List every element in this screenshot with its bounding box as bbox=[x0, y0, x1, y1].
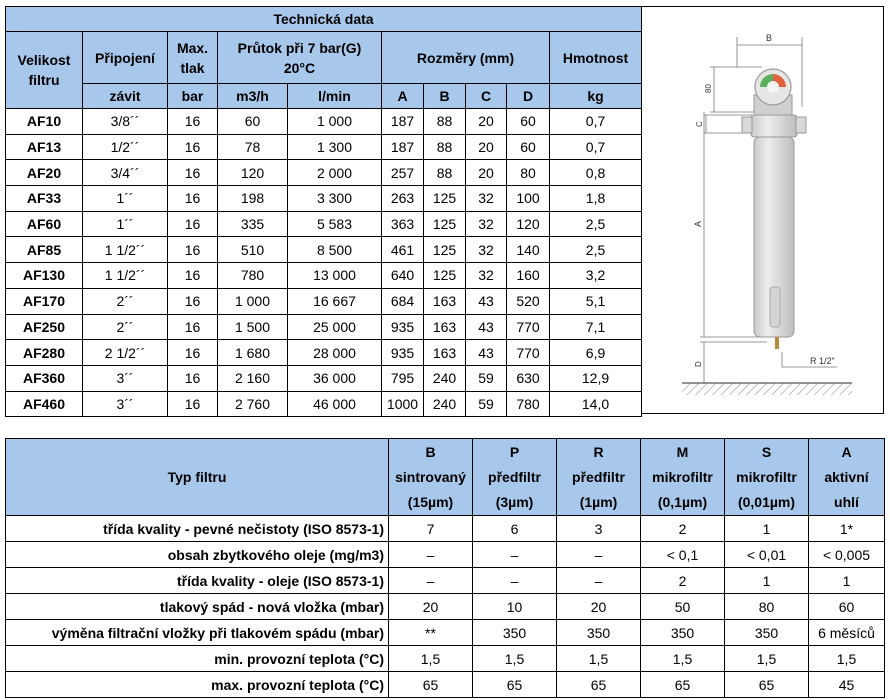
row-model: AF250 bbox=[6, 314, 83, 340]
table-row bbox=[6, 186, 642, 212]
row-label: min. provozní teplota (°C) bbox=[6, 646, 389, 672]
table-cell: 32 bbox=[466, 211, 507, 237]
table-cell: 640 bbox=[382, 263, 424, 289]
table-cell: 263 bbox=[382, 186, 424, 212]
table-row bbox=[6, 340, 642, 366]
table-cell: 16 bbox=[168, 134, 218, 160]
unit-cell: A bbox=[382, 84, 424, 109]
table-cell: 2´´ bbox=[83, 314, 168, 340]
label-r: R 1/2" bbox=[810, 356, 835, 366]
table-cell: 88 bbox=[424, 134, 466, 160]
table-cell: 1,5 bbox=[389, 646, 473, 672]
label-c: C bbox=[695, 121, 704, 127]
table-cell: 45 bbox=[809, 672, 885, 698]
table-cell: 1 bbox=[725, 516, 809, 542]
row-label: výměna filtrační vložky při tlakovém spádu (mbar) bbox=[6, 620, 389, 646]
table-cell: 3,2 bbox=[550, 263, 642, 289]
unit-cell: kg bbox=[550, 84, 642, 109]
row-model: AF13 bbox=[6, 134, 83, 160]
table-cell: 187 bbox=[382, 134, 424, 160]
table-cell: < 0,005 bbox=[809, 542, 885, 568]
table-cell: 240 bbox=[424, 365, 466, 391]
table-cell: 125 bbox=[424, 186, 466, 212]
table-cell: 65 bbox=[473, 672, 557, 698]
table-cell: 20 bbox=[466, 134, 507, 160]
table-cell: 1´´ bbox=[83, 186, 168, 212]
table-cell: 461 bbox=[382, 237, 424, 263]
table-cell: 684 bbox=[382, 288, 424, 314]
table-cell: 1 bbox=[809, 568, 885, 594]
technical-data-table bbox=[5, 6, 642, 417]
table-cell: 20 bbox=[466, 109, 507, 135]
table-cell: 335 bbox=[218, 211, 288, 237]
table-cell: 65 bbox=[389, 672, 473, 698]
table-cell: 795 bbox=[382, 365, 424, 391]
row-model: AF33 bbox=[6, 186, 83, 212]
table-row bbox=[6, 237, 642, 263]
table-cell: 43 bbox=[466, 314, 507, 340]
table-cell: 3/8´´ bbox=[83, 109, 168, 135]
table-cell: 1´´ bbox=[83, 211, 168, 237]
table-row bbox=[6, 160, 642, 186]
table-cell: 20 bbox=[389, 594, 473, 620]
table-row bbox=[6, 542, 885, 568]
filter-type-rows bbox=[6, 516, 885, 698]
table-cell: 2,5 bbox=[550, 211, 642, 237]
table-cell: 935 bbox=[382, 340, 424, 366]
table-cell: 1* bbox=[809, 516, 885, 542]
table-cell: 6 měsíců bbox=[809, 620, 885, 646]
table-cell: 1000 bbox=[382, 391, 424, 417]
table-cell: < 0,01 bbox=[725, 542, 809, 568]
table-cell: 1 000 bbox=[288, 109, 382, 135]
table-cell: 0,7 bbox=[550, 134, 642, 160]
header-filter-type: Typ filtru bbox=[6, 439, 389, 516]
row-model: AF10 bbox=[6, 109, 83, 135]
row-label: tlakový spád - nová vložka (mbar) bbox=[6, 594, 389, 620]
row-model: AF20 bbox=[6, 160, 83, 186]
header-type-r: R předfiltr (1µm) bbox=[557, 439, 641, 516]
table-cell: – bbox=[473, 542, 557, 568]
table-cell: 187 bbox=[382, 109, 424, 135]
table-cell: 120 bbox=[218, 160, 288, 186]
table-cell: 10 bbox=[473, 594, 557, 620]
table-cell: 3/4´´ bbox=[83, 160, 168, 186]
row-label: obsah zbytkového oleje (mg/m3) bbox=[6, 542, 389, 568]
row-model: AF170 bbox=[6, 288, 83, 314]
table-cell: 16 bbox=[168, 211, 218, 237]
table-cell: 2 1/2´´ bbox=[83, 340, 168, 366]
table-row bbox=[6, 263, 642, 289]
ground-hatch bbox=[682, 383, 852, 395]
table-cell: 43 bbox=[466, 340, 507, 366]
table-cell: 120 bbox=[507, 211, 550, 237]
table-cell: 20 bbox=[466, 160, 507, 186]
table-cell: 59 bbox=[466, 391, 507, 417]
table-cell: 350 bbox=[641, 620, 725, 646]
unit-cell: C bbox=[466, 84, 507, 109]
table-cell: 2 bbox=[641, 516, 725, 542]
filter-drawing-svg bbox=[642, 7, 883, 413]
table-cell: – bbox=[557, 568, 641, 594]
table-row bbox=[6, 620, 885, 646]
label-80: 80 bbox=[704, 84, 713, 93]
table-cell: 16 bbox=[168, 314, 218, 340]
table-cell: 16 bbox=[168, 186, 218, 212]
table-cell: 88 bbox=[424, 109, 466, 135]
table-cell: 7,1 bbox=[550, 314, 642, 340]
table-cell: < 0,1 bbox=[641, 542, 725, 568]
table-cell: 520 bbox=[507, 288, 550, 314]
table-cell: 3´´ bbox=[83, 391, 168, 417]
table-cell: 2´´ bbox=[83, 288, 168, 314]
table-row bbox=[6, 109, 642, 135]
unit-cell: l/min bbox=[288, 84, 382, 109]
table-cell: 80 bbox=[507, 160, 550, 186]
table-cell: 1,5 bbox=[641, 646, 725, 672]
table-cell: 32 bbox=[466, 263, 507, 289]
table-cell: 3 bbox=[557, 516, 641, 542]
table-cell: 160 bbox=[507, 263, 550, 289]
table-row bbox=[6, 516, 885, 542]
header-flow: Průtok při 7 bar(G) 20°C bbox=[218, 32, 382, 84]
table-cell: 630 bbox=[507, 365, 550, 391]
table-cell: 28 000 bbox=[288, 340, 382, 366]
table-cell: 25 000 bbox=[288, 314, 382, 340]
table-cell: 2,5 bbox=[550, 237, 642, 263]
filter-type-table bbox=[5, 438, 885, 698]
row-model: AF460 bbox=[6, 391, 83, 417]
table-cell: 935 bbox=[382, 314, 424, 340]
table-cell: 14,0 bbox=[550, 391, 642, 417]
table-cell: 257 bbox=[382, 160, 424, 186]
table-cell: 16 bbox=[168, 109, 218, 135]
table-cell: 163 bbox=[424, 340, 466, 366]
table-cell: 7 bbox=[389, 516, 473, 542]
table-cell: 88 bbox=[424, 160, 466, 186]
table-row bbox=[6, 365, 642, 391]
table-row bbox=[6, 134, 642, 160]
unit-cell: B bbox=[424, 84, 466, 109]
table-cell: – bbox=[389, 568, 473, 594]
table-cell: ** bbox=[389, 620, 473, 646]
unit-cell: bar bbox=[168, 84, 218, 109]
table-cell: 50 bbox=[641, 594, 725, 620]
table-cell: 2 160 bbox=[218, 365, 288, 391]
table-cell: 125 bbox=[424, 263, 466, 289]
table-cell: 16 bbox=[168, 263, 218, 289]
table-cell: 1 bbox=[725, 568, 809, 594]
table-cell: 1,5 bbox=[557, 646, 641, 672]
table-cell: 60 bbox=[809, 594, 885, 620]
table-cell: 12,9 bbox=[550, 365, 642, 391]
table-cell: 60 bbox=[507, 109, 550, 135]
table-cell: 3´´ bbox=[83, 365, 168, 391]
table-cell: 2 000 bbox=[288, 160, 382, 186]
table-row bbox=[6, 314, 642, 340]
row-model: AF360 bbox=[6, 365, 83, 391]
table-cell: 350 bbox=[725, 620, 809, 646]
table-cell: 125 bbox=[424, 211, 466, 237]
table-cell: 6,9 bbox=[550, 340, 642, 366]
table-cell: 20 bbox=[557, 594, 641, 620]
table-cell: 32 bbox=[466, 237, 507, 263]
row-model: AF60 bbox=[6, 211, 83, 237]
table-cell: 100 bbox=[507, 186, 550, 212]
unit-cell: D bbox=[507, 84, 550, 109]
table-cell: 32 bbox=[466, 186, 507, 212]
table-cell: 1 1/2´´ bbox=[83, 263, 168, 289]
row-label: třída kvality - oleje (ISO 8573-1) bbox=[6, 568, 389, 594]
table-cell: 140 bbox=[507, 237, 550, 263]
table-cell: 36 000 bbox=[288, 365, 382, 391]
header-type-a: A aktivní uhlí bbox=[809, 439, 885, 516]
table-cell: 770 bbox=[507, 340, 550, 366]
table-cell: 0,8 bbox=[550, 160, 642, 186]
table-cell: 1,8 bbox=[550, 186, 642, 212]
table-cell: 770 bbox=[507, 314, 550, 340]
unit-cell: závit bbox=[83, 84, 168, 109]
table-cell: 8 500 bbox=[288, 237, 382, 263]
table-cell: 1 000 bbox=[218, 288, 288, 314]
filter-dimension-drawing bbox=[641, 6, 884, 414]
table-cell: 65 bbox=[641, 672, 725, 698]
table-cell: 198 bbox=[218, 186, 288, 212]
table-cell: 43 bbox=[466, 288, 507, 314]
table-cell: 6 bbox=[473, 516, 557, 542]
row-model: AF280 bbox=[6, 340, 83, 366]
table-cell: – bbox=[557, 542, 641, 568]
table-cell: 780 bbox=[218, 263, 288, 289]
label-d: D bbox=[694, 361, 703, 367]
table-cell: 363 bbox=[382, 211, 424, 237]
label-a: A bbox=[693, 220, 703, 227]
technical-data-rows bbox=[6, 109, 642, 417]
table-cell: 1 680 bbox=[218, 340, 288, 366]
unit-cell: m3/h bbox=[218, 84, 288, 109]
table-cell: 60 bbox=[218, 109, 288, 135]
table-cell: 163 bbox=[424, 288, 466, 314]
table-cell: 240 bbox=[424, 391, 466, 417]
filter-head bbox=[751, 115, 797, 137]
table-cell: 16 bbox=[168, 391, 218, 417]
table-cell: 60 bbox=[507, 134, 550, 160]
header-dimensions: Rozměry (mm) bbox=[382, 32, 550, 84]
header-type-p: P předfiltr (3µm) bbox=[473, 439, 557, 516]
table-cell: 78 bbox=[218, 134, 288, 160]
table-cell: 16 bbox=[168, 340, 218, 366]
table-cell: 65 bbox=[725, 672, 809, 698]
header-type-b: B sintrovaný (15µm) bbox=[389, 439, 473, 516]
header-type-m: M mikrofiltr (0,1µm) bbox=[641, 439, 725, 516]
header-weight: Hmotnost bbox=[550, 32, 642, 84]
table-row bbox=[6, 288, 642, 314]
table-cell: 125 bbox=[424, 237, 466, 263]
table-cell: 65 bbox=[557, 672, 641, 698]
table-cell: 1 300 bbox=[288, 134, 382, 160]
table-row bbox=[6, 672, 885, 698]
table-cell: 2 760 bbox=[218, 391, 288, 417]
table-cell: 350 bbox=[473, 620, 557, 646]
table-cell: 780 bbox=[507, 391, 550, 417]
table-cell: 80 bbox=[725, 594, 809, 620]
table-cell: 163 bbox=[424, 314, 466, 340]
table-cell: 16 667 bbox=[288, 288, 382, 314]
table-row bbox=[6, 211, 642, 237]
table-cell: 2 bbox=[641, 568, 725, 594]
table-cell: 1 1/2´´ bbox=[83, 237, 168, 263]
table-title: Technická data bbox=[6, 7, 642, 32]
table-cell: 1/2´´ bbox=[83, 134, 168, 160]
header-max-pressure: Max. tlak bbox=[168, 32, 218, 84]
table-cell: – bbox=[389, 542, 473, 568]
table-row bbox=[6, 594, 885, 620]
table-row bbox=[6, 646, 885, 672]
table-cell: 16 bbox=[168, 237, 218, 263]
table-cell: 16 bbox=[168, 365, 218, 391]
table-cell: 5,1 bbox=[550, 288, 642, 314]
row-model: AF130 bbox=[6, 263, 83, 289]
table-cell: 16 bbox=[168, 160, 218, 186]
table-cell: 59 bbox=[466, 365, 507, 391]
header-size: Velikost filtru bbox=[6, 32, 83, 109]
label-b: B bbox=[765, 33, 773, 43]
table-row bbox=[6, 568, 885, 594]
table-cell: 1,5 bbox=[725, 646, 809, 672]
table-cell: 510 bbox=[218, 237, 288, 263]
header-connection: Připojení bbox=[83, 32, 168, 84]
header-type-s: S mikrofiltr (0,01µm) bbox=[725, 439, 809, 516]
table-cell: 16 bbox=[168, 288, 218, 314]
table-cell: 3 300 bbox=[288, 186, 382, 212]
table-cell: 5 583 bbox=[288, 211, 382, 237]
drain-valve bbox=[775, 337, 779, 349]
row-label: třída kvality - pevné nečistoty (ISO 8573-1) bbox=[6, 516, 389, 542]
table-cell: – bbox=[473, 568, 557, 594]
row-label: max. provozní teplota (°C) bbox=[6, 672, 389, 698]
table-cell: 13 000 bbox=[288, 263, 382, 289]
table-cell: 0,7 bbox=[550, 109, 642, 135]
table-cell: 1 500 bbox=[218, 314, 288, 340]
table-cell: 46 000 bbox=[288, 391, 382, 417]
row-model: AF85 bbox=[6, 237, 83, 263]
table-cell: 1,5 bbox=[473, 646, 557, 672]
table-cell: 350 bbox=[557, 620, 641, 646]
table-row bbox=[6, 391, 642, 417]
table-cell: 1,5 bbox=[809, 646, 885, 672]
